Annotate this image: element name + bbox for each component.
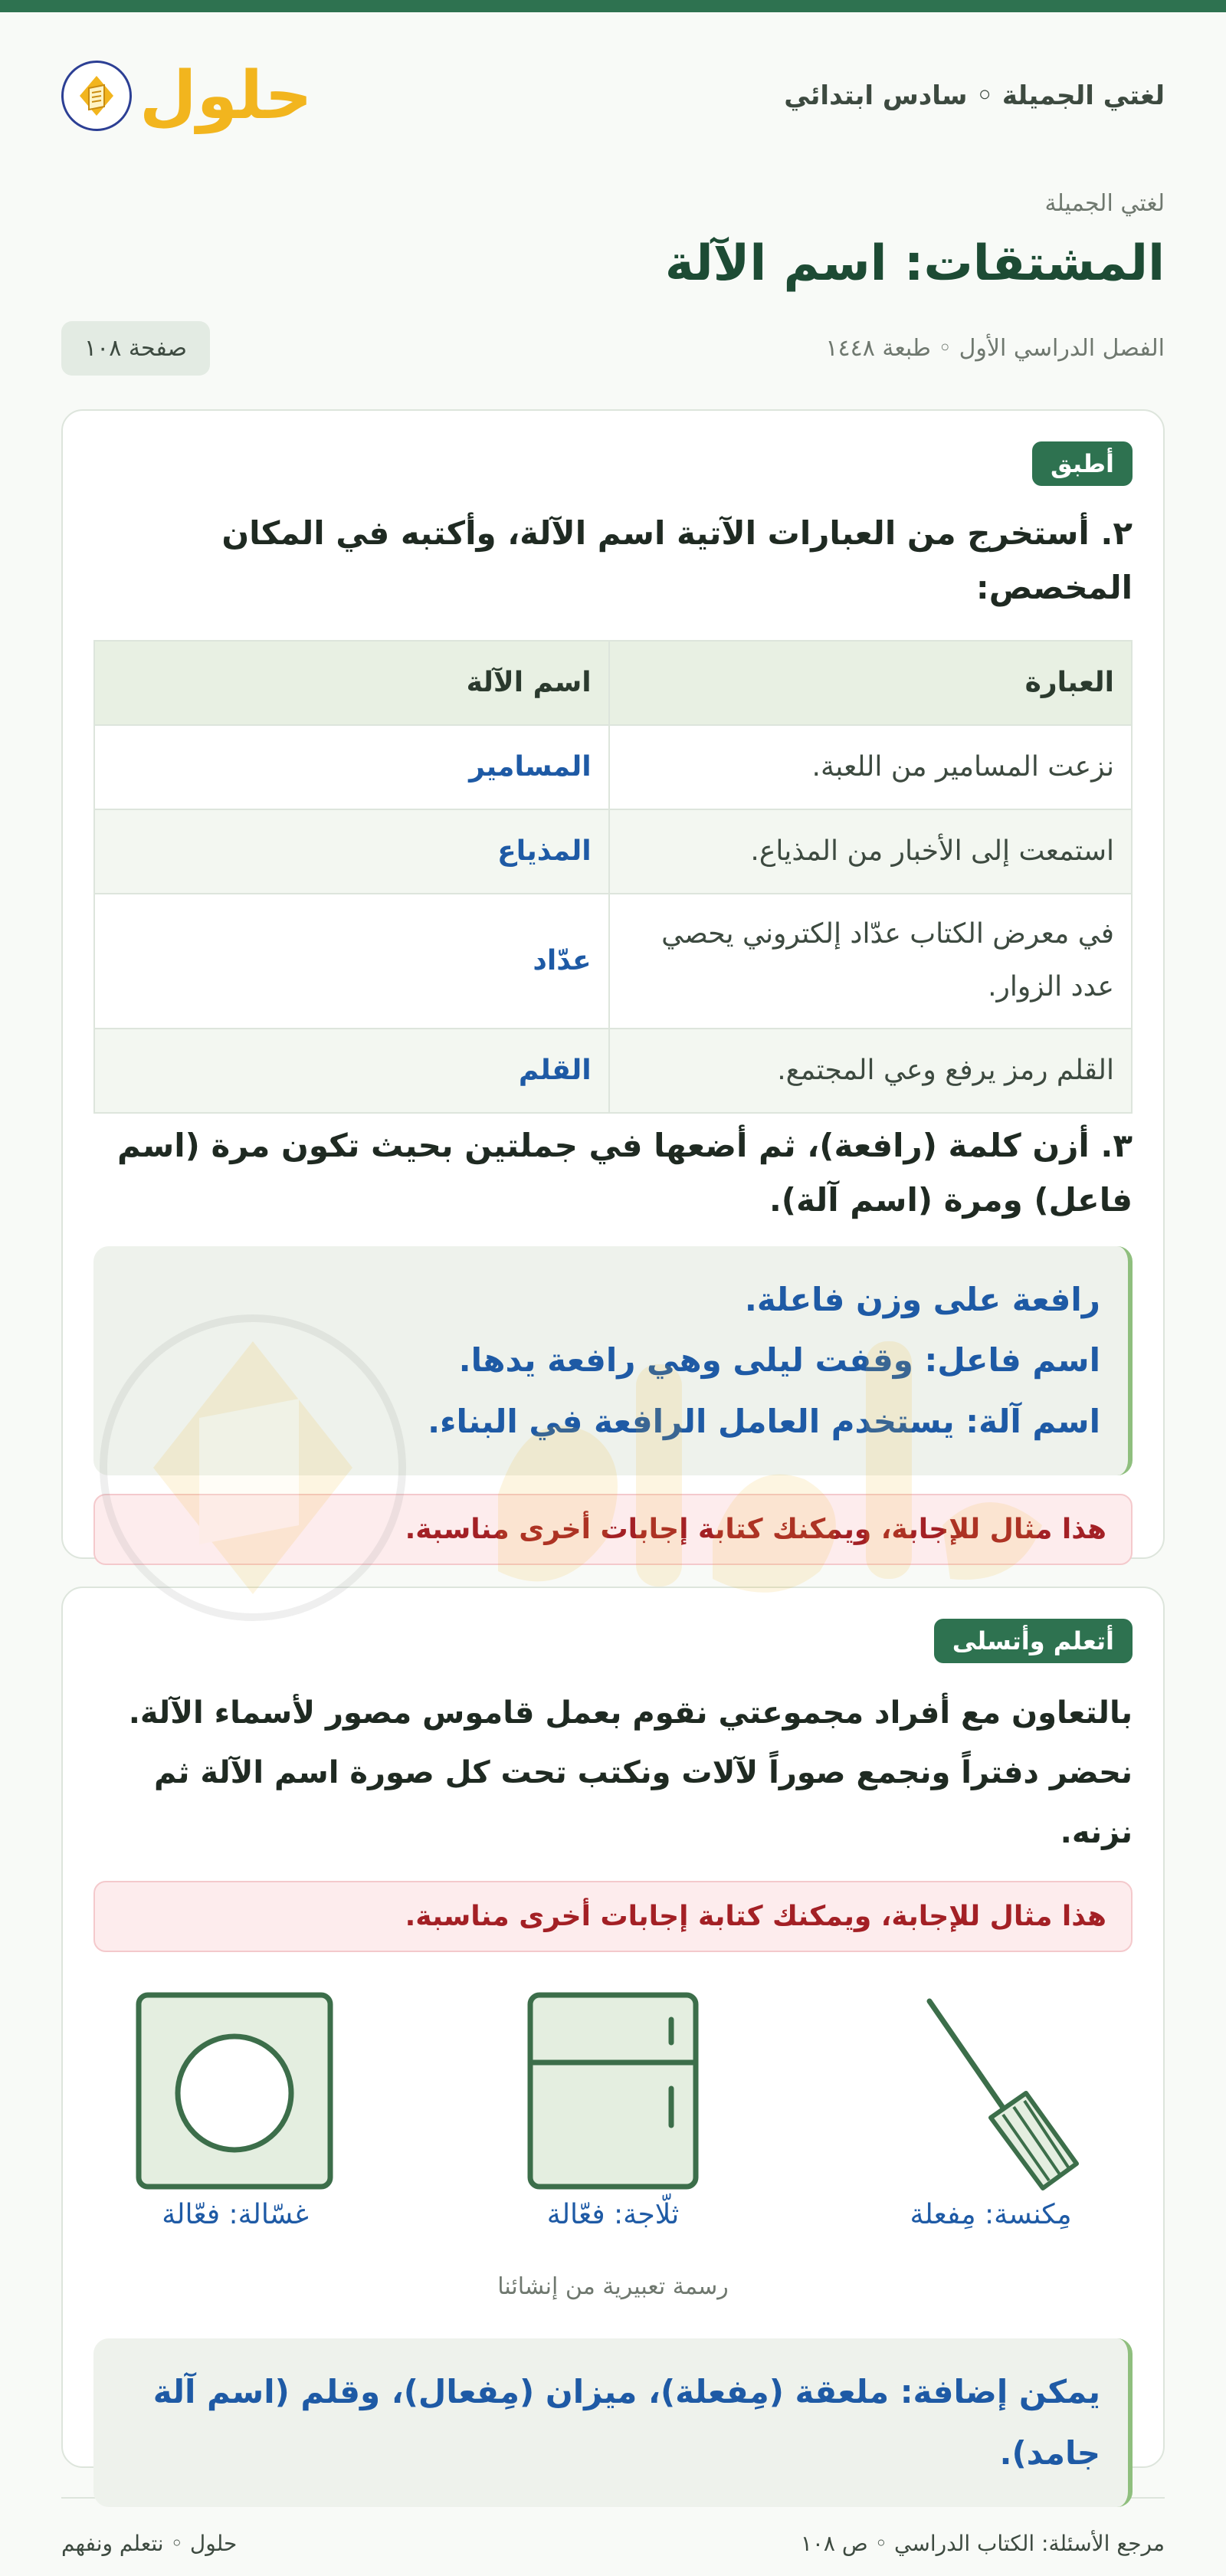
- example-note: هذا مثال للإجابة، ويمكنك كتابة إجابات أخرى مناسبة.: [93, 1494, 1133, 1565]
- washing-machine-icon: [120, 1987, 350, 2194]
- broom-icon: [876, 1987, 1106, 2194]
- page-title: المشتقات: اسم الآلة: [664, 235, 1165, 292]
- illustration-label: مِكنسة: مِفعلة: [910, 2199, 1072, 2230]
- answer-cell: المسامير: [94, 725, 609, 809]
- header-title: لغتي الجميلة ◦ سادس ابتدائي: [784, 80, 1165, 111]
- illustration-broom: [864, 1987, 1117, 2230]
- table-row: [94, 725, 1132, 809]
- illustration-label: ثلّاجة: فعّالة: [546, 2199, 680, 2230]
- illustration-caption: رسمة تعبيرية من إنشائنا: [497, 2273, 729, 2300]
- phrase-cell: نزعت المسامير من اللعبة.: [609, 725, 1132, 809]
- answer-cell: عدّاد: [94, 894, 609, 1029]
- column-header-tool-name: اسم الآلة: [94, 641, 609, 725]
- table-header-row: [94, 641, 1132, 725]
- answer-line: اسم فاعل: وقفت ليلى وهي رافعة يدها.: [458, 1341, 1100, 1380]
- logo-text: حلول: [139, 57, 313, 134]
- page-footer: [61, 2497, 1165, 2576]
- tool-names-table: [93, 640, 1133, 1114]
- phrase-cell: استمعت إلى الأخبار من المذياع.: [609, 809, 1132, 894]
- illustration-row: [93, 1987, 1133, 2230]
- answer-line: رافعة على وزن فاعلة.: [744, 1280, 1100, 1318]
- addition-box: [93, 2338, 1133, 2507]
- edition-meta: الفصل الدراسي الأول ◦ طبعة ١٤٤٨: [825, 335, 1165, 362]
- phrase-cell: القلم رمز يرفع وعي المجتمع.: [609, 1029, 1132, 1113]
- addition-text: يمكن إضافة: ملعقة (مِفعلة)، ميزان (مِفعال)، وقلم (اسم آلة جامد).: [152, 2373, 1100, 2472]
- page-header: [61, 12, 1165, 179]
- activity-instructions: [93, 1683, 1133, 1862]
- answer-line: اسم آلة: يستخدم العامل الرافعة في البناء.: [428, 1403, 1100, 1441]
- footer-brand[interactable]: حلول ◦ نتعلم ونفهم: [61, 2530, 238, 2556]
- fridge-icon: [498, 1987, 728, 2194]
- answer-box: [93, 1246, 1133, 1475]
- illustration-label: غسّالة: فعّالة: [162, 2199, 309, 2230]
- table-row: [94, 894, 1132, 1029]
- top-accent-bar: [0, 0, 1226, 12]
- section-tag: أطبق: [1032, 441, 1133, 486]
- instruction-line: بالتعاون مع أفراد مجموعتي نقوم بعمل قاموس مصور لأسماء الآلة.: [128, 1695, 1133, 1731]
- question-3: ٣. أزن كلمة (رافعة)، ثم أضعها في جملتين بحيث تكون مرة (اسم فاعل) ومرة (اسم آلة).: [117, 1126, 1133, 1219]
- page-number-badge: صفحة ١٠٨: [61, 321, 210, 376]
- book-icon: [61, 61, 132, 131]
- footer-reference: مرجع الأسئلة: الكتاب الدراسي ◦ ص ١٠٨: [800, 2530, 1165, 2556]
- table-row: [94, 809, 1132, 894]
- column-header-phrase: العبارة: [609, 641, 1132, 725]
- answer-cell: المذياع: [94, 809, 609, 894]
- phrase-cell: في معرض الكتاب عدّاد إلكتروني يحصي عدد الزوار.: [609, 894, 1132, 1029]
- logo[interactable]: [61, 57, 313, 134]
- section-tag: أتعلم وأتسلى: [934, 1619, 1133, 1663]
- breadcrumb[interactable]: لغتي الجميلة: [1044, 190, 1165, 217]
- instruction-line: نحضر دفتراً ونجمع صوراً لآلات ونكتب تحت كل صورة اسم الآلة ثم نزنه.: [154, 1755, 1133, 1850]
- illustration-fridge: [487, 1987, 739, 2230]
- page: [0, 12, 1226, 2576]
- question-2: ٢. أستخرج من العبارات الآتية اسم الآلة، وأكتبه في المكان المخصص:: [221, 514, 1133, 607]
- table-row: [94, 1029, 1132, 1113]
- example-note: هذا مثال للإجابة، ويمكنك كتابة إجابات أخرى مناسبة.: [93, 1881, 1133, 1952]
- meta-row: [61, 321, 1165, 376]
- illustration-washing-machine: [109, 1987, 362, 2230]
- answer-cell: القلم: [94, 1029, 609, 1113]
- learn-and-play-section: [61, 1587, 1165, 2472]
- apply-section: [61, 409, 1165, 1559]
